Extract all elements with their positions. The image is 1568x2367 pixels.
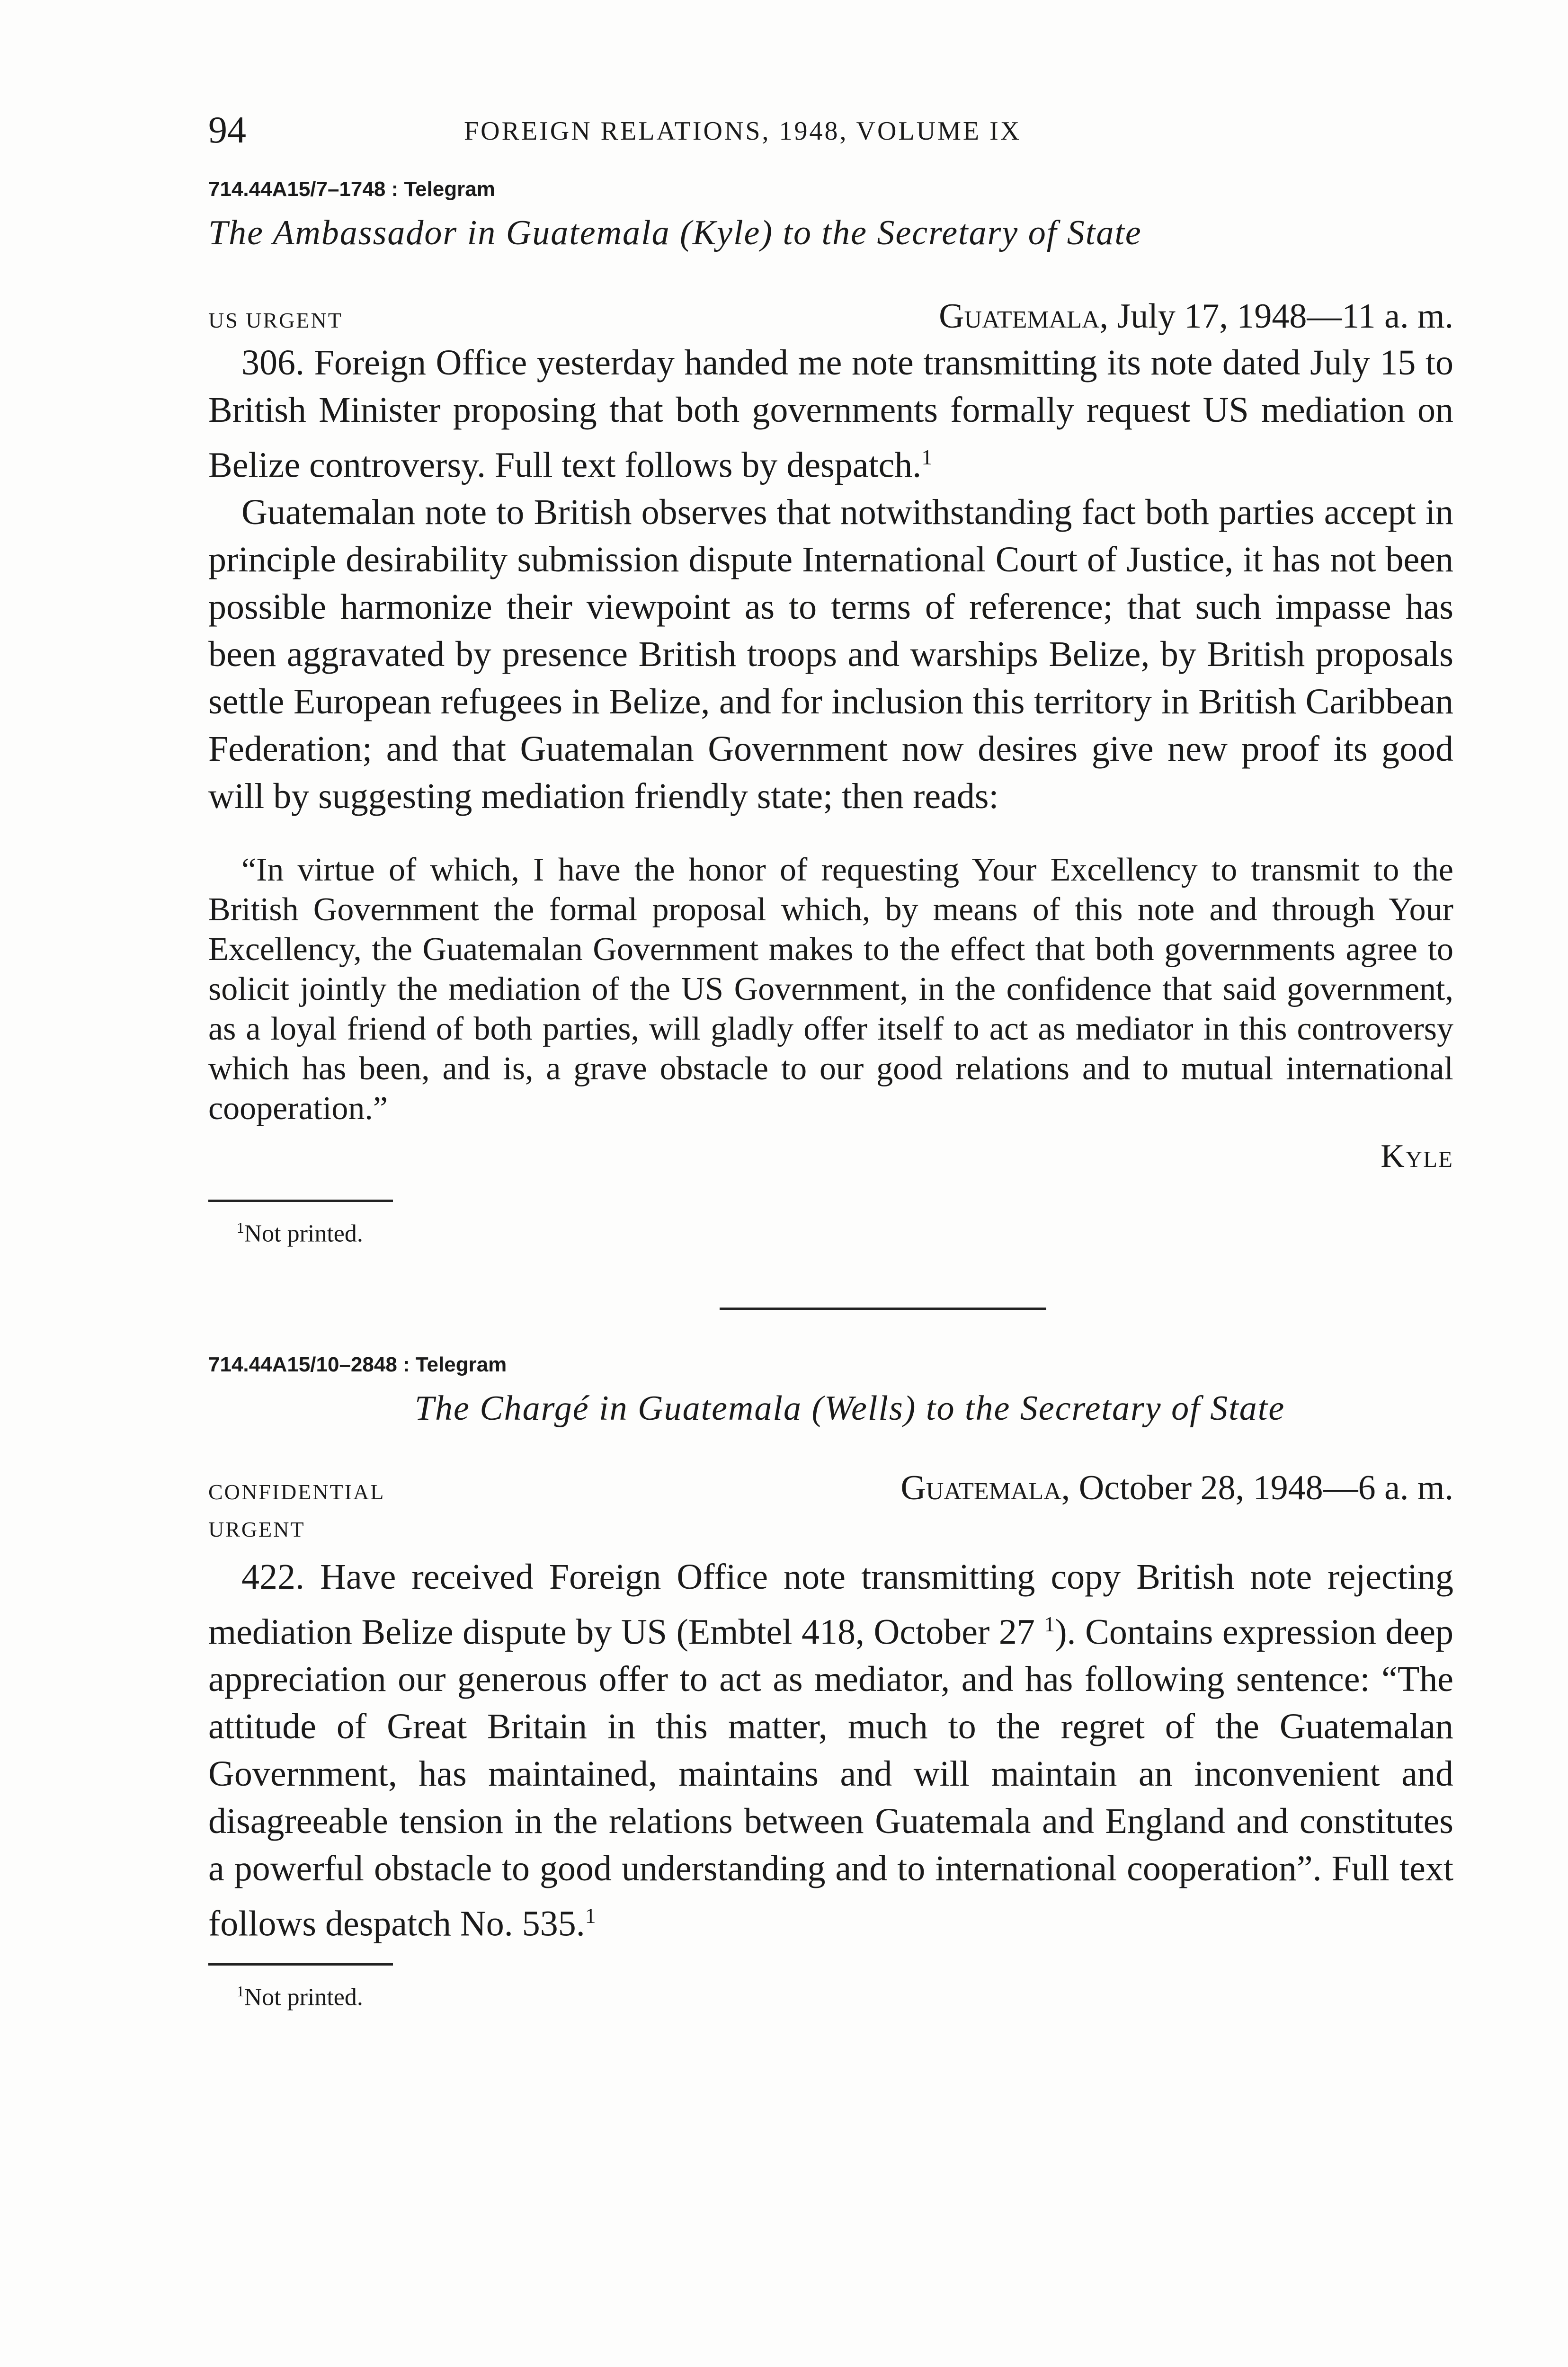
footnote-marker: 1 — [921, 445, 933, 469]
place-date — [900, 1465, 1453, 1511]
page-number: 94 — [208, 109, 246, 151]
running-title: FOREIGN RELATIONS, 1948, VOLUME IX — [464, 116, 1022, 146]
footnote-number: 1 — [237, 1219, 244, 1237]
body-paragraph — [208, 1553, 1453, 1948]
paragraph-text-cont: ). Contains expression deep appreciation our generous offer to act as mediator, and has following sentence: “The attitude of Great Britain in this matter, much to the regret of the Guatemalan Government, has maintained, maintains and will maintain an inconvenient and disagreeable tension in the relations between Guatemala and England and constitutes a powerful obstacle to good understanding and to international cooperation”. Full text follows despatch No. 535. — [208, 1611, 1454, 1944]
file-reference: 714.44A15/10–2848 : Telegram — [208, 1353, 507, 1376]
document-title: The Chargé in Guatemala (Wells) to the Secretary of State — [414, 1388, 1285, 1428]
telegram-header — [208, 294, 1453, 339]
classification: US URGENT — [208, 308, 343, 332]
footnote-text: Not printed. — [244, 1220, 363, 1247]
footnote-number: 1 — [237, 1983, 244, 2000]
footnote-rule — [208, 1200, 393, 1202]
section-divider — [720, 1308, 1046, 1310]
running-head — [208, 104, 1453, 156]
signature: Kyle — [1381, 1138, 1453, 1175]
footnote-text: Not printed. — [244, 1984, 363, 2011]
footnote-marker: 1 — [585, 1903, 596, 1928]
paragraph-text: 306. Foreign Office yesterday handed me note transmitting its note dated July 15 to British Minister proposing that both governments formally request US mediation on Belize controversy. Full text follows by despatch. — [208, 343, 1453, 485]
document-page — [208, 104, 1453, 2014]
classification: CONFIDENTIAL — [208, 1479, 385, 1504]
document-title: The Ambassador in Guatemala (Kyle) to the Secretary of State — [208, 214, 1142, 252]
place: Guatemala — [939, 297, 1100, 336]
telegram-header — [208, 1465, 1453, 1511]
date: , October 28, 1948—6 a. m. — [1061, 1468, 1453, 1507]
quoted-note: “In virtue of which, I have the honor of requesting Your Excellency to transmit to the British Government the formal proposal which, by means of this note and through Your Excellency, the Guatemalan Government makes to the effect that both governments agree to solicit jointly the mediation of the US Government, in the confidence that said government, as a loyal friend of both parties, will gladly offer itself to act as mediator in this controversy which has been, and is, a grave obstacle to our good relations and to mutual international cooperation.” — [208, 852, 1453, 1127]
footnote-marker: 1 — [1044, 1611, 1055, 1636]
body-paragraph: Guatemalan note to British observes that notwithstanding fact both parties accept in principle desirability submission dispute International Court of Justice, it has not been possible harmonize their viewpoint as to terms of reference; that such impasse has been aggravated by presence British troops and warships Belize, by British proposals settle European refugees in Belize, and for inclusion this territory in British Caribbean Federation; and that Guatemalan Government now desires give new proof its good will by suggesting mediation friendly state; then reads: — [208, 492, 1453, 817]
footnote — [208, 1975, 1453, 2014]
place-date — [939, 294, 1453, 339]
body-paragraph — [208, 339, 1453, 489]
classification-urgent: URGENT — [208, 1517, 305, 1541]
footnote — [208, 1211, 1453, 1250]
file-reference: 714.44A15/7–1748 : Telegram — [208, 178, 495, 201]
paragraph-text: 422. Have received Foreign Office note transmitting copy British note rejecting mediation Belize dispute by US (Embtel 418, October 27 — [208, 1557, 1453, 1652]
document-1 — [208, 175, 1453, 1251]
place: Guatemala — [900, 1468, 1061, 1507]
date: , July 17, 1948—11 a. m. — [1099, 297, 1453, 336]
footnote-rule — [208, 1963, 393, 1966]
document-2 — [208, 1351, 1453, 2014]
